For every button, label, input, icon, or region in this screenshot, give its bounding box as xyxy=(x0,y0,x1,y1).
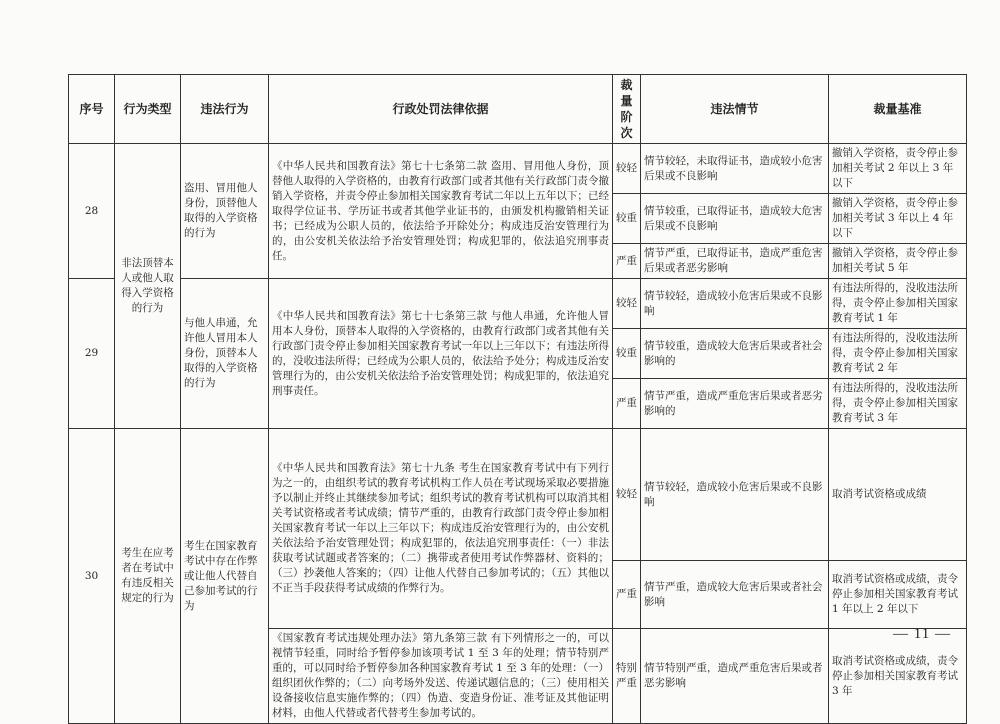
circumstance-cell: 情节较轻，未取得证书，造成较小危害后果或不良影响 xyxy=(641,144,829,194)
legal-basis-cell: 《中华人民共和国教育法》第七十九条 考生在国家教育考试中有下列行为之一的，由组织考试的教育考试机构工作人员在考试现场采取必要措施予以制止并终止其继续参加考试；组织考试的教育考试机构可以取消其相关考试资格或者考试成绩；情节严重的，由教育行政部门责令停止参加相关国家教育考试一年以上三年以下；构成违反治安管理行为的，由公安机关依法给予治安管理处罚；构成犯罪的，依法追究刑事责任：（一）非法获取考试试题或者答案的；（二）携带或者使用考试作弊器材、资料的；（三）抄袭他人答案的；（四）让他人代替自己参加考试的；（五）其他以不正当手段获得考试成绩的作弊行为。 xyxy=(269,429,613,629)
illegal-act-cell: 与他人串通，允许他人冒用本人身份，顶替本人取得的入学资格的行为 xyxy=(181,279,269,429)
level-cell: 严重 xyxy=(613,244,641,279)
header-level: 裁量阶次 xyxy=(613,75,641,144)
table-row xyxy=(69,144,967,194)
header-seq: 序号 xyxy=(69,75,115,144)
legal-basis-cell: 《国家教育考试违规处理办法》第九条第三款 有下列情形之一的，可以视情节轻重，同时给予暂停参加该项考试 1 至 3 年的处理；情节特别严重的，可以同时给予暂停参加各种国家教育考试 1 至 3 年的处理：（一）组织团伙作弊的；（二）向考场外发送、传递试题信息的；（三）使用相关设备接收信息实施作弊的；（四）伪造、变造身份证、准考证及其他证明材料，由他人代替或者代替考生参加考试的。 xyxy=(269,629,613,724)
table-row xyxy=(69,429,967,561)
level-cell: 较轻 xyxy=(613,144,641,194)
circumstance-cell: 情节较重，已取得证书，造成较大危害后果或不良影响 xyxy=(641,194,829,244)
standard-cell: 取消考试资格或成绩，责令停止参加相关国家教育考试 3 年 xyxy=(829,629,967,724)
standard-cell: 取消考试资格或成绩，责令停止参加相关国家教育考试 1 年以上 2 年以下 xyxy=(829,561,967,629)
page-number: — 11 — xyxy=(893,626,951,642)
penalty-discretion-table xyxy=(68,74,967,724)
illegal-act-cell: 考生在国家教育考试中存在作弊或让他人代替自己参加考试的行为 xyxy=(181,429,269,724)
level-cell: 较重 xyxy=(613,194,641,244)
standard-cell: 撤销入学资格，责令停止参加相关考试 2 年以上 3 年以下 xyxy=(829,144,967,194)
circumstance-cell: 情节特别严重，造成严重危害后果或者恶劣影响 xyxy=(641,629,829,724)
legal-basis-cell: 《中华人民共和国教育法》第七十七条第三款 与他人串通，允许他人冒用本人身份，顶替本人取得的入学资格的，由教育行政部门或者其他有关行政部门责令停止参加相关国家教育考试一年以上三年以下；有违法所得的，没收违法所得；已经成为公职人员的，依法给予处分；构成违反治安管理行为的，由公安机关依法给予治安管理处罚；构成犯罪的，依法追究刑事责任。 xyxy=(269,279,613,429)
illegal-act-cell: 盗用、冒用他人身份，顶替他人取得的入学资格的行为 xyxy=(181,144,269,279)
legal-basis-cell: 《中华人民共和国教育法》第七十七条第二款 盗用、冒用他人身份，顶替他人取得的入学资格的，由教育行政部门或者其他有关行政部门责令撤销入学资格，并责令停止参加相关国家教育考试二年以上五年以下；已经取得学位证书、学历证书或者其他学业证书的，由颁发机构撤销相关证书；已经成为公职人员的，依法给予开除处分；构成违反治安管理行为的，由公安机关依法给予治安管理处罚；构成犯罪的，依法追究刑事责任。 xyxy=(269,144,613,279)
standard-cell: 撤销入学资格，责令停止参加相关考试 5 年 xyxy=(829,244,967,279)
circumstance-cell: 情节较重，造成较大危害后果或者社会影响的 xyxy=(641,329,829,379)
header-legal-basis: 行政处罚法律依据 xyxy=(269,75,613,144)
level-cell: 较重 xyxy=(613,329,641,379)
standard-cell: 有违法所得的，没收违法所得，责令停止参加相关国家教育考试 3 年 xyxy=(829,379,967,429)
level-cell: 特别严重 xyxy=(613,629,641,724)
seq-cell: 29 xyxy=(69,279,115,429)
header-standard: 裁量基准 xyxy=(829,75,967,144)
level-cell: 严重 xyxy=(613,379,641,429)
behavior-type-cell: 考生在应考者在考试中有违反相关规定的行为 xyxy=(115,429,181,724)
level-cell: 严重 xyxy=(613,561,641,629)
seq-cell: 30 xyxy=(69,429,115,724)
level-cell: 较轻 xyxy=(613,429,641,561)
header-illegal-act: 违法行为 xyxy=(181,75,269,144)
circumstance-cell: 情节严重，已取得证书，造成严重危害后果或者恶劣影响 xyxy=(641,244,829,279)
header-behavior-type: 行为类型 xyxy=(115,75,181,144)
header-row xyxy=(69,75,967,144)
standard-cell: 有违法所得的，没收违法所得，责令停止参加相关国家教育考试 2 年 xyxy=(829,329,967,379)
standard-cell: 撤销入学资格，责令停止参加相关考试 3 年以上 4 年以下 xyxy=(829,194,967,244)
circumstance-cell: 情节较轻，造成较小危害后果或不良影响 xyxy=(641,279,829,329)
circumstance-cell: 情节较轻，造成较小危害后果或不良影响 xyxy=(641,429,829,561)
circumstance-cell: 情节严重，造成较大危害后果或者社会影响 xyxy=(641,561,829,629)
header-circumstance: 违法情节 xyxy=(641,75,829,144)
standard-cell: 取消考试资格或成绩 xyxy=(829,429,967,561)
behavior-type-cell: 非法顶替本人或他人取得入学资格的行为 xyxy=(115,144,181,429)
table-row xyxy=(69,279,967,329)
seq-cell: 28 xyxy=(69,144,115,279)
standard-cell: 有违法所得的，没收违法所得，责令停止参加相关国家教育考试 1 年 xyxy=(829,279,967,329)
level-cell: 较轻 xyxy=(613,279,641,329)
circumstance-cell: 情节严重，造成严重危害后果或者恶劣影响的 xyxy=(641,379,829,429)
